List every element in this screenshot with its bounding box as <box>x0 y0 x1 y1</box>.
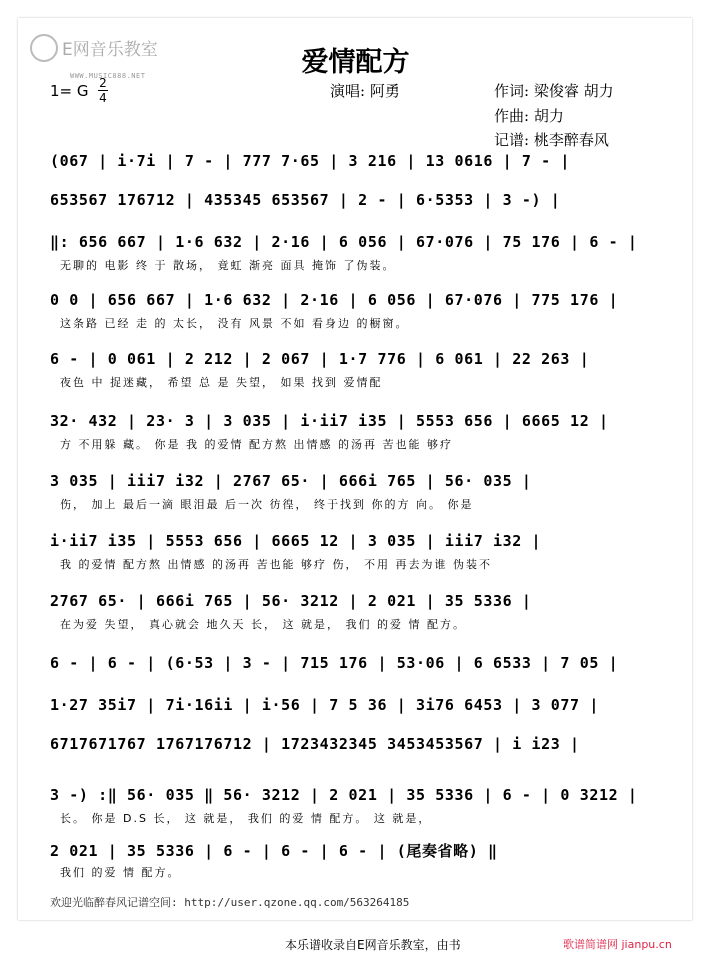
watermark: 歌谱简谱网 jianpu.cn <box>563 938 672 951</box>
logo-url: WWW.MUSIC888.NET <box>70 72 146 80</box>
score-lyrics-line: 这条路 已经 走 的 太长， 没有 风景 不如 看身边 的橱窗。 <box>60 317 409 330</box>
time-signature-top: 2 <box>99 76 107 90</box>
score-notes-line: 6717671767 1767176712 | 1723432345 3453453567 | i i23 | <box>50 735 580 753</box>
time-signature <box>98 77 108 104</box>
score-notes-line: 3 -) :‖ 56· 035 ‖ 56· 3212 | 2 021 | 35 5336 | 6 - | 0 3212 | <box>50 786 638 804</box>
lyricist: 作词: 梁俊睿 胡力 <box>494 82 614 100</box>
footer-url: 欢迎光临醉春风记谱空间: http://user.qzone.qq.com/563264185 <box>50 896 410 909</box>
score-lyrics-line: 无聊的 电影 终 于 散场， 竟虹 渐亮 面具 掩饰 了伪装。 <box>60 259 396 272</box>
composer: 作曲: 胡力 <box>494 107 564 125</box>
score-lyrics-line: 夜色 中 捉迷藏， 希望 总 是 失望， 如果 找到 爱情配 <box>60 376 383 389</box>
score-lyrics-line: 伤， 加上 最后一滴 眼泪最 后一次 彷徨， 终于找到 你的方 向。 你是 <box>60 498 474 511</box>
score-notes-line: 3 035 | iii7 i32 | 2767 65· | 666i 765 | 56· 035 | <box>50 472 532 490</box>
score-notes-line: 1·27 35i7 | 7i·16ii | i·56 | 7 5 36 | 3i76 6453 | 3 077 | <box>50 696 599 714</box>
score-notes-line: (067 | i·7i | 7 - | 777 7·65 | 3 216 | 13 0616 | 7 - | <box>50 152 571 170</box>
score-notes-line: 2 021 | 35 5336 | 6 - | 6 - | 6 - | (尾奏省略) ‖ <box>50 842 498 860</box>
score-lyrics-line: 长。 你是 D.S 长， 这 就是， 我们 的爱 情 配方。 这 就是， <box>60 812 432 825</box>
time-signature-bottom: 4 <box>99 91 107 105</box>
logo-text: E网音乐教室 <box>62 40 158 60</box>
score-notes-line: 6 - | 0 061 | 2 212 | 2 067 | 1·7 776 | 6 061 | 22 263 | <box>50 350 590 368</box>
score-notes-line: 2767 65· | 666i 765 | 56· 3212 | 2 021 | 35 5336 | <box>50 592 532 610</box>
score-lyrics-line: 在为爱 失望， 真心就会 地久天 长， 这 就是， 我们 的爱 情 配方。 <box>60 618 466 631</box>
bottom-note: 本乐谱收录自E网音乐教室，由书 <box>285 938 461 952</box>
score-notes-line: i·ii7 i35 | 5553 656 | 6665 12 | 3 035 | iii7 i32 | <box>50 532 542 550</box>
score-notes-line: 6 - | 6 - | (6·53 | 3 - | 715 176 | 53·06 | 6 6533 | 7 05 | <box>50 654 619 672</box>
transcriber: 记谱: 桃李醉春风 <box>494 131 609 149</box>
score-notes-line: 32· 432 | 23· 3 | 3 035 | i·ii7 i35 | 5553 656 | 6665 12 | <box>50 412 609 430</box>
score-lyrics-line: 我们 的爱 情 配方。 <box>60 866 181 879</box>
key-signature: 1= G <box>50 82 89 100</box>
score-notes-line: 0 0 | 656 667 | 1·6 632 | 2·16 | 6 056 | 67·076 | 775 176 | <box>50 291 619 309</box>
song-title: 爱情配方 <box>301 47 410 78</box>
score-notes-line: 653567 176712 | 435345 653567 | 2 - | 6·5353 | 3 -) | <box>50 191 561 209</box>
score-notes-line: ‖: 656 667 | 1·6 632 | 2·16 | 6 056 | 67·076 | 75 176 | 6 - | <box>50 233 638 251</box>
score-lyrics-line: 方 不用躲 藏。 你是 我 的爱情 配方熬 出情感 的汤再 苦也能 够疗 <box>60 438 453 451</box>
singer: 演唱: 阿勇 <box>330 82 400 100</box>
score-lyrics-line: 我 的爱情 配方熬 出情感 的汤再 苦也能 够疗 伤， 不用 再去为谁 伪装不 <box>60 558 492 571</box>
